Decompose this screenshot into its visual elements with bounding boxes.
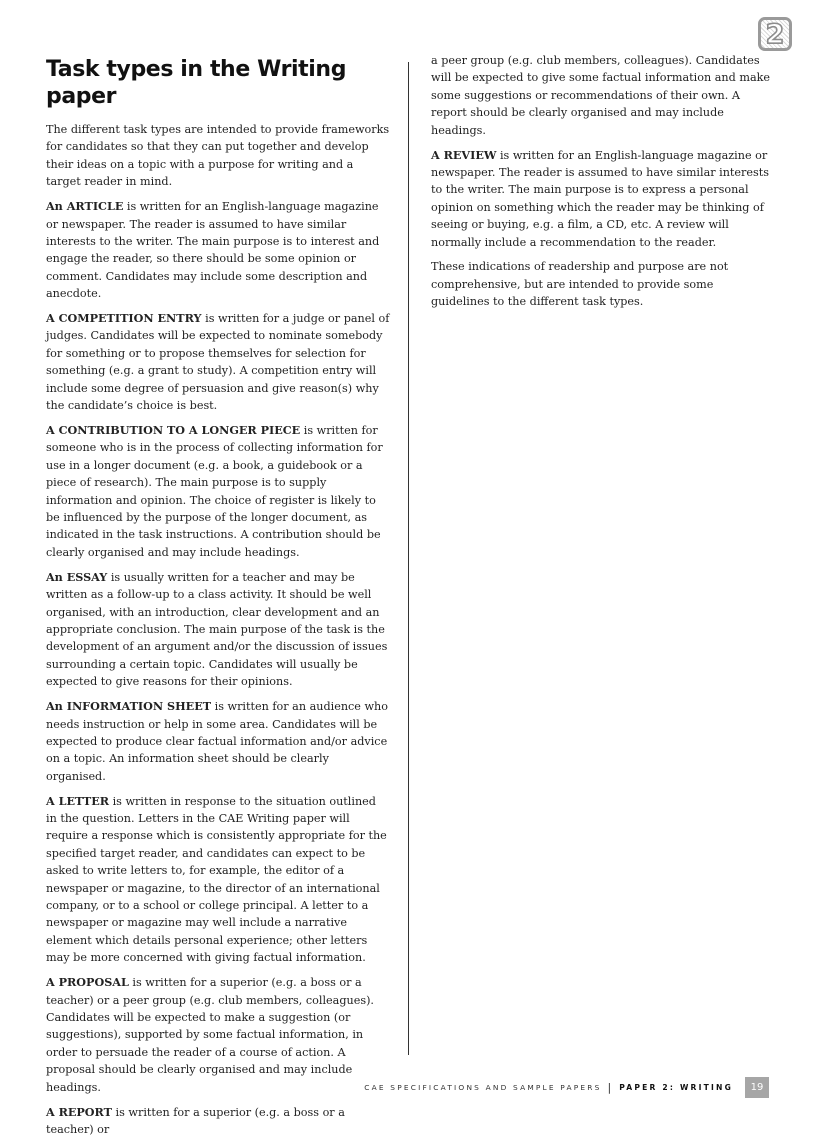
left-column — [46, 56, 390, 1146]
contribution-term: A CONTRIBUTION TO A LONGER PIECE — [46, 423, 301, 437]
essay-term: An ESSAY — [46, 569, 108, 584]
intro-paragraph: The different task types are intended to provide frameworks for candidates so that they can put together and develop their ideas on a topic with a purpose for writing and a target reader in mind. — [46, 123, 390, 189]
contribution-paragraph — [46, 422, 390, 561]
report-continuation: a peer group (e.g. club members, colleagues). Candidates will be expected to give some factual information and make some suggestions or recommendations of their own. A report should be clearly organised and may include headings. — [431, 54, 771, 137]
essay-paragraph — [46, 569, 390, 691]
footer-separator: | — [607, 1080, 612, 1094]
paper-number-badge — [758, 17, 792, 51]
letter-text: is written in response to the situation outlined in the question. Letters in the CAE Writing paper will require a response which is consistently appropriate for the specified target reader, and candidates can expect to be asked to write letters to, for example, the editor of a newspaper or magazine, to the director of an international company, or to a school or college principal. A letter to a newspaper or magazine may well include a narrative element which details personal experience; other letters may be more concerned with giving factual information. — [46, 794, 387, 965]
review-text: is written for an English-language magazine or newspaper. The reader is assumed to have similar interests to the writer. The main purpose is to express a personal opinion on something which the reader may be thinking of seeing or buying, e.g. a film, a CD, etc. A review will normally include a recommendation to the reader. — [431, 148, 769, 249]
page-footer — [364, 1076, 769, 1098]
footer-section: PAPER 2: WRITING — [619, 1082, 733, 1092]
information-sheet-term: An INFORMATION SHEET — [46, 699, 212, 714]
article-paragraph — [46, 198, 390, 302]
proposal-paragraph — [46, 974, 390, 1096]
essay-text: is usually written for a teacher and may be written as a follow-up to a class activity. It should be well organised, with an introduction, clear development and an appropriate conclusion. The main purpose of the task is the development of an argument and/or the discussion of issues surrounding a certain topic. Candidates will usually be expected to give reasons for their opinions. — [46, 570, 388, 689]
proposal-term: A PROPOSAL — [46, 975, 129, 990]
competition-entry-paragraph — [46, 310, 390, 414]
competition-entry-text: is written for a judge or panel of judges. Candidates will be expected to nominate somebody for something or to propose themselves for selection for something (e.g. a grant to study). A competition entry will include some degree of persuasion and give reason(s) why the candidate’s choice is best. — [46, 312, 390, 413]
letter-term: A LETTER — [46, 793, 110, 808]
right-column — [431, 52, 775, 318]
letter-paragraph — [46, 793, 390, 967]
article-term: An ARTICLE — [46, 199, 124, 214]
contribution-text: is written for someone who is in the process of collecting information for use in a longer document (e.g. a book, a guidebook or a piece of research). The main purpose is to supply information and opinion. The choice of register is likely to be influenced by the purpose of the longer document, as indicated in the task instructions. A contribution should be clearly organised and may include headings. — [46, 424, 383, 559]
information-sheet-text: is written for an audience who needs instruction or help in some area. Candidates will be expected to produce clear factual information and/or advice on a topic. An information sheet should be clearly organised. — [46, 700, 388, 783]
proposal-text: is written for a superior (e.g. a boss or a teacher) or a peer group (e.g. club members, colleagues). Candidates will be expected to make a suggestion (or suggestions), supported by some factual information, in order to persuade the reader of a course of action. A proposal should be clearly organised and may include headings. — [46, 976, 374, 1094]
review-paragraph — [431, 147, 775, 251]
footer-publication: CAE SPECIFICATIONS AND SAMPLE PAPERS — [364, 1082, 602, 1092]
competition-entry-term: A COMPETITION ENTRY — [46, 311, 202, 326]
article-text: is written for an English-language magazine or newspaper. The reader is assumed to have similar interests to the writer. The main purpose is to interest and engage the reader, so there should be some opinion or comment. Candidates may include some description and anecdote. — [46, 200, 380, 301]
report-term: A REPORT — [46, 1104, 112, 1119]
report-text: is written for a superior (e.g. a boss or a teacher) or — [46, 1105, 345, 1136]
closing-paragraph: These indications of readership and purpose are not comprehensive, but are intended to provide some guidelines to the different task types. — [431, 260, 729, 309]
information-sheet-paragraph — [46, 698, 390, 785]
review-term: A REVIEW — [431, 147, 497, 162]
column-divider — [408, 62, 409, 1055]
paper-number: 2 — [765, 18, 785, 50]
report-paragraph — [46, 1104, 390, 1139]
page-number: 19 — [745, 1077, 769, 1098]
page-title: Task types in the Writing paper — [46, 57, 347, 109]
